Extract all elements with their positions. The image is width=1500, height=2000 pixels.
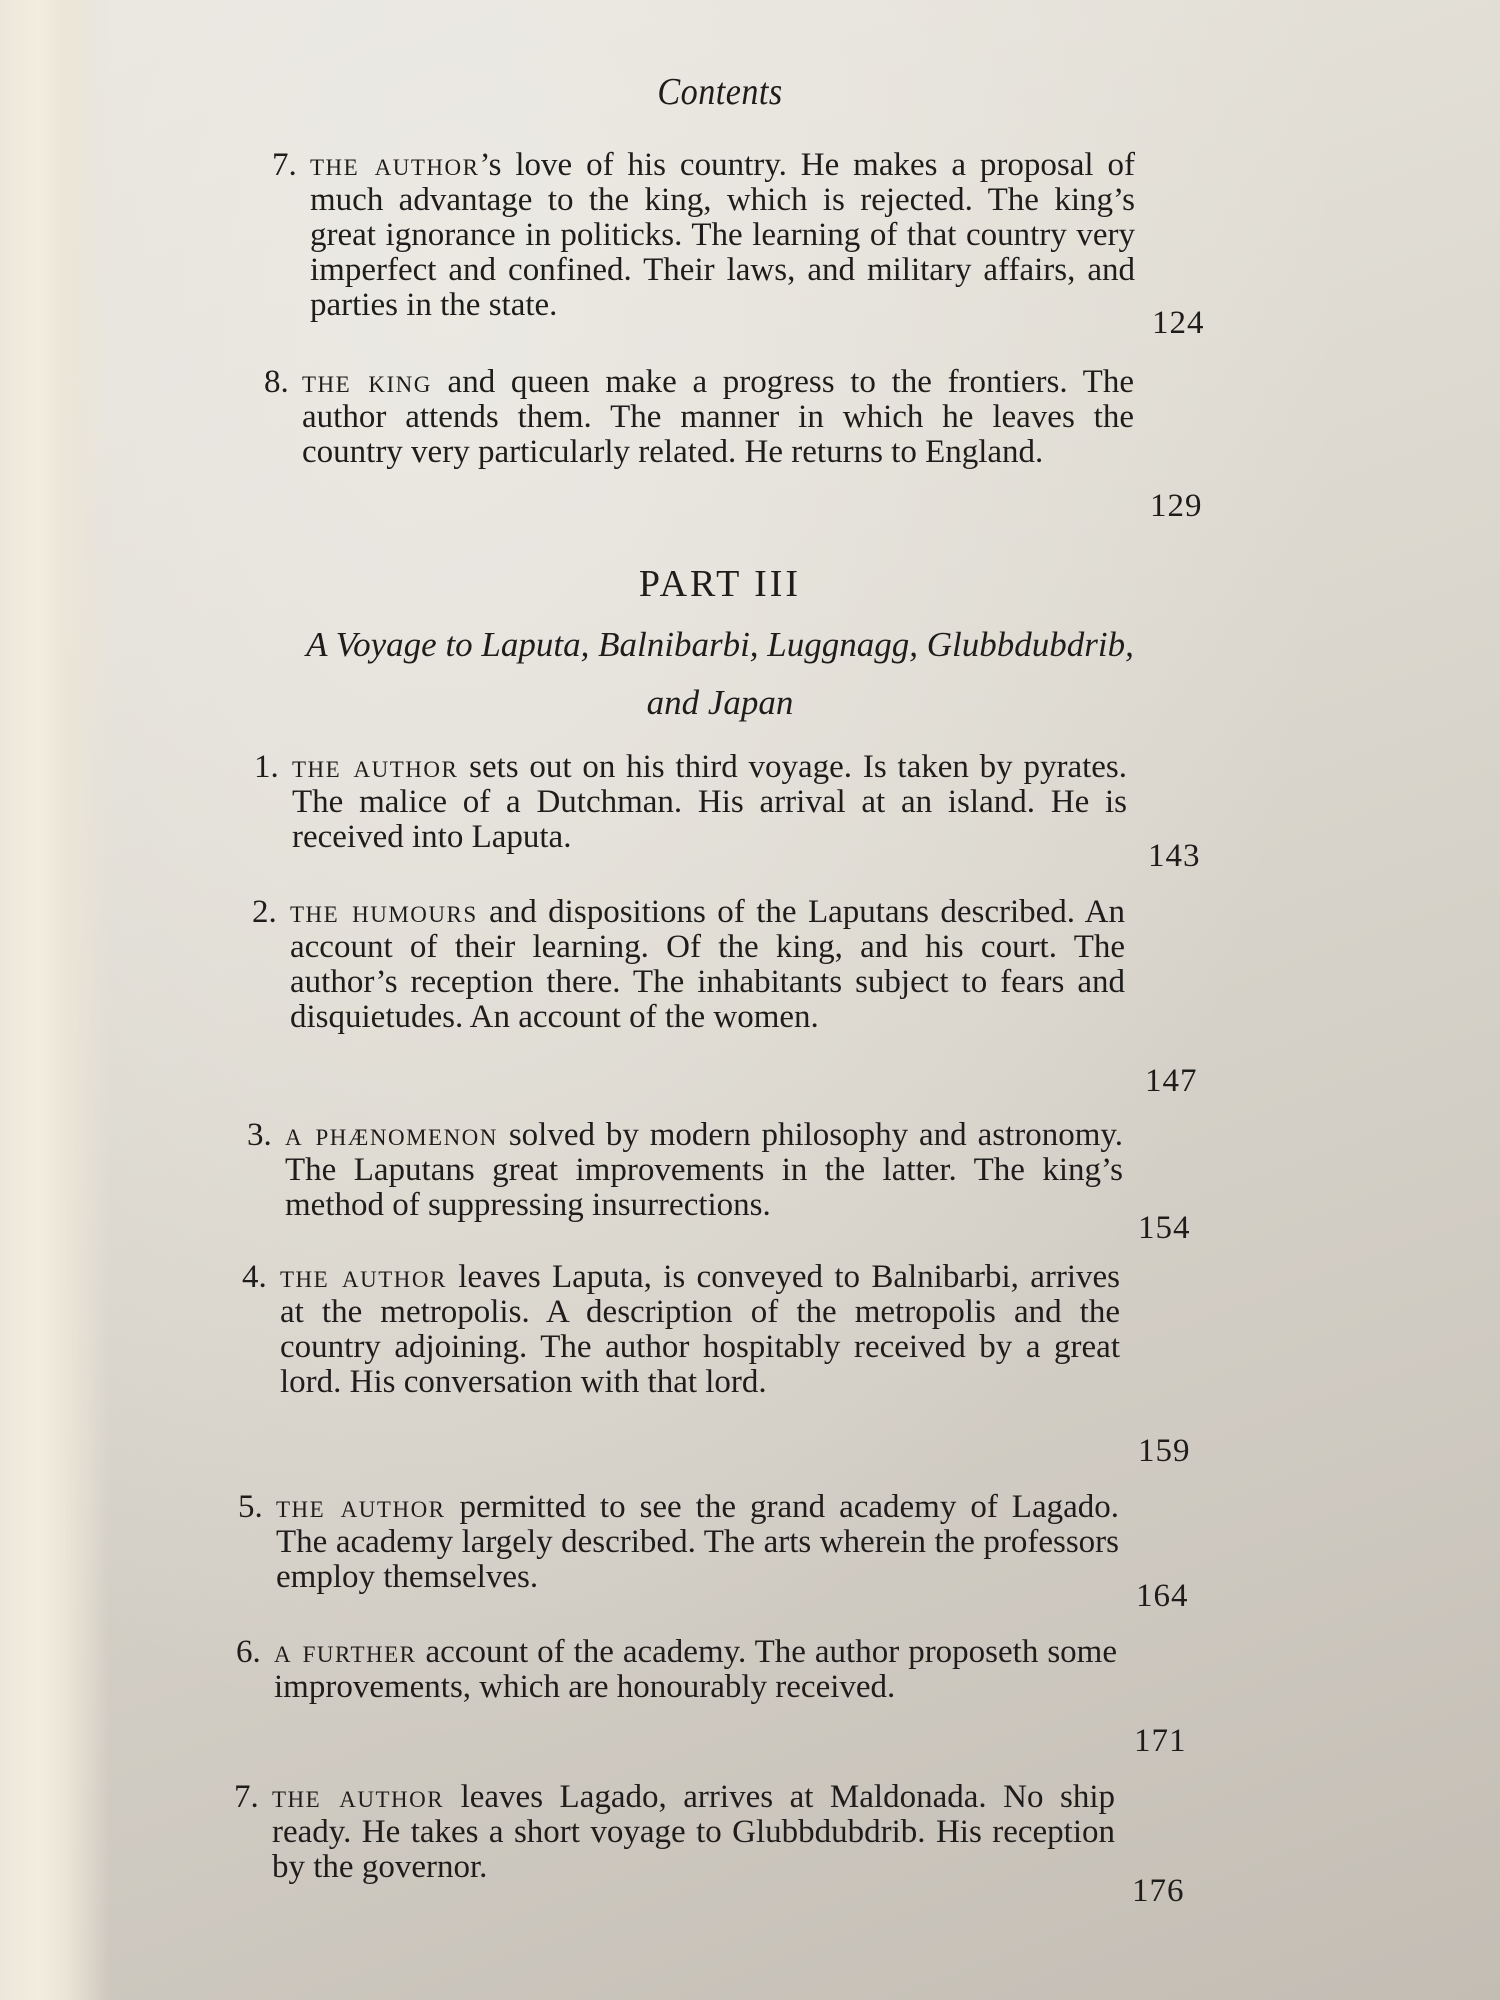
chapter-lead: the author [310, 147, 480, 183]
part-heading: PART III [638, 563, 802, 605]
chapter-number: 7. [234, 1779, 259, 1815]
page-number: 147 [1145, 1063, 1198, 1099]
toc-entry [242, 1259, 1120, 1400]
page-number: 171 [1134, 1723, 1187, 1759]
chapter-lead: the author [272, 1779, 445, 1815]
chapter-number: 5. [238, 1489, 263, 1525]
part-subtitle: A Voyage to Laputa, Balnibarbi, Luggnagg, Glubbdubdrib, [306, 625, 1134, 664]
page-number: 159 [1138, 1433, 1191, 1469]
toc-entry [236, 1634, 1117, 1705]
chapter-summary [292, 750, 1127, 855]
chapter-summary [274, 1635, 1117, 1705]
page-number: 129 [1150, 488, 1203, 524]
part-subtitle-continued: and Japan [646, 683, 794, 722]
chapter-text: solved by modern philosophy and astronomy. The Laputans great improvements in the latter. The king’s method of suppressing insurrections. [285, 1117, 1124, 1223]
chapter-lead: the author [292, 749, 459, 785]
chapter-summary [310, 148, 1135, 323]
chapter-number: 2. [252, 894, 277, 930]
toc-entry [264, 364, 1134, 470]
running-head: Contents [657, 71, 783, 113]
chapter-lead: the author [280, 1259, 447, 1295]
chapter-text: leaves Lagado, arrives at Maldonada. No ship ready. He takes a short voyage to Glubbdubdrib. His reception by the governor. [272, 1779, 1115, 1885]
page-number: 176 [1132, 1873, 1185, 1909]
toc-entry [272, 147, 1135, 323]
page-number: 124 [1152, 305, 1205, 341]
chapter-lead: the humours [290, 894, 478, 930]
page-number: 143 [1148, 838, 1201, 874]
chapter-text: and dispositions of the Laputans described. An account of their learning. Of the king, and his court. The author’s reception there. The inhabitants subject to fears and disquietudes. An account of the women. [290, 894, 1125, 1035]
chapter-summary [290, 895, 1125, 1035]
chapter-summary [280, 1260, 1120, 1400]
chapter-summary [276, 1490, 1119, 1595]
chapter-summary [272, 1780, 1115, 1885]
chapter-number: 6. [236, 1634, 261, 1670]
chapter-lead: a further [274, 1634, 417, 1670]
chapter-summary [302, 365, 1134, 470]
chapter-number: 8. [264, 364, 289, 400]
chapter-text: leaves Laputa, is conveyed to Balnibarbi, arrives at the metropolis. A description of the metropolis and the country adjoining. The author hospitably received by a great lord. His conversation with that lord. [280, 1259, 1120, 1400]
chapter-text: account of the academy. The author proposeth some improvements, which are honourably received. [274, 1634, 1117, 1705]
chapter-summary [285, 1118, 1123, 1223]
chapter-text: sets out on his third voyage. Is taken by pyrates. The malice of a Dutchman. His arrival at an island. He is received into Laputa. [292, 749, 1127, 855]
toc-entry [254, 749, 1127, 855]
chapter-number: 3. [247, 1117, 272, 1153]
chapter-number: 7. [272, 147, 297, 183]
toc-entry [247, 1117, 1124, 1223]
page-number: 154 [1138, 1210, 1191, 1246]
chapter-lead: a phænomenon [285, 1117, 498, 1153]
page-number: 164 [1136, 1578, 1189, 1614]
chapter-text: and queen make a progress to the frontiers. The author attends them. The manner in which he leaves the country very particularly related. He returns to England. [302, 364, 1134, 470]
toc-entry [252, 894, 1125, 1035]
toc-entry [238, 1489, 1119, 1595]
toc-entry [234, 1779, 1115, 1885]
chapter-number: 1. [254, 749, 279, 785]
chapter-text: permitted to see the grand academy of Lagado. The academy largely described. The arts wherein the professors employ themselves. [276, 1489, 1119, 1595]
chapter-lead: the author [276, 1489, 446, 1525]
chapter-lead: the king [302, 364, 432, 400]
chapter-text: ’s love of his country. He makes a proposal of much advantage to the king, which is rejected. The king’s great ignorance in politicks. The learning of that country very imperfect and confined. Their laws, and military affairs, and parties in the state. [310, 147, 1135, 323]
chapter-number: 4. [242, 1259, 267, 1295]
